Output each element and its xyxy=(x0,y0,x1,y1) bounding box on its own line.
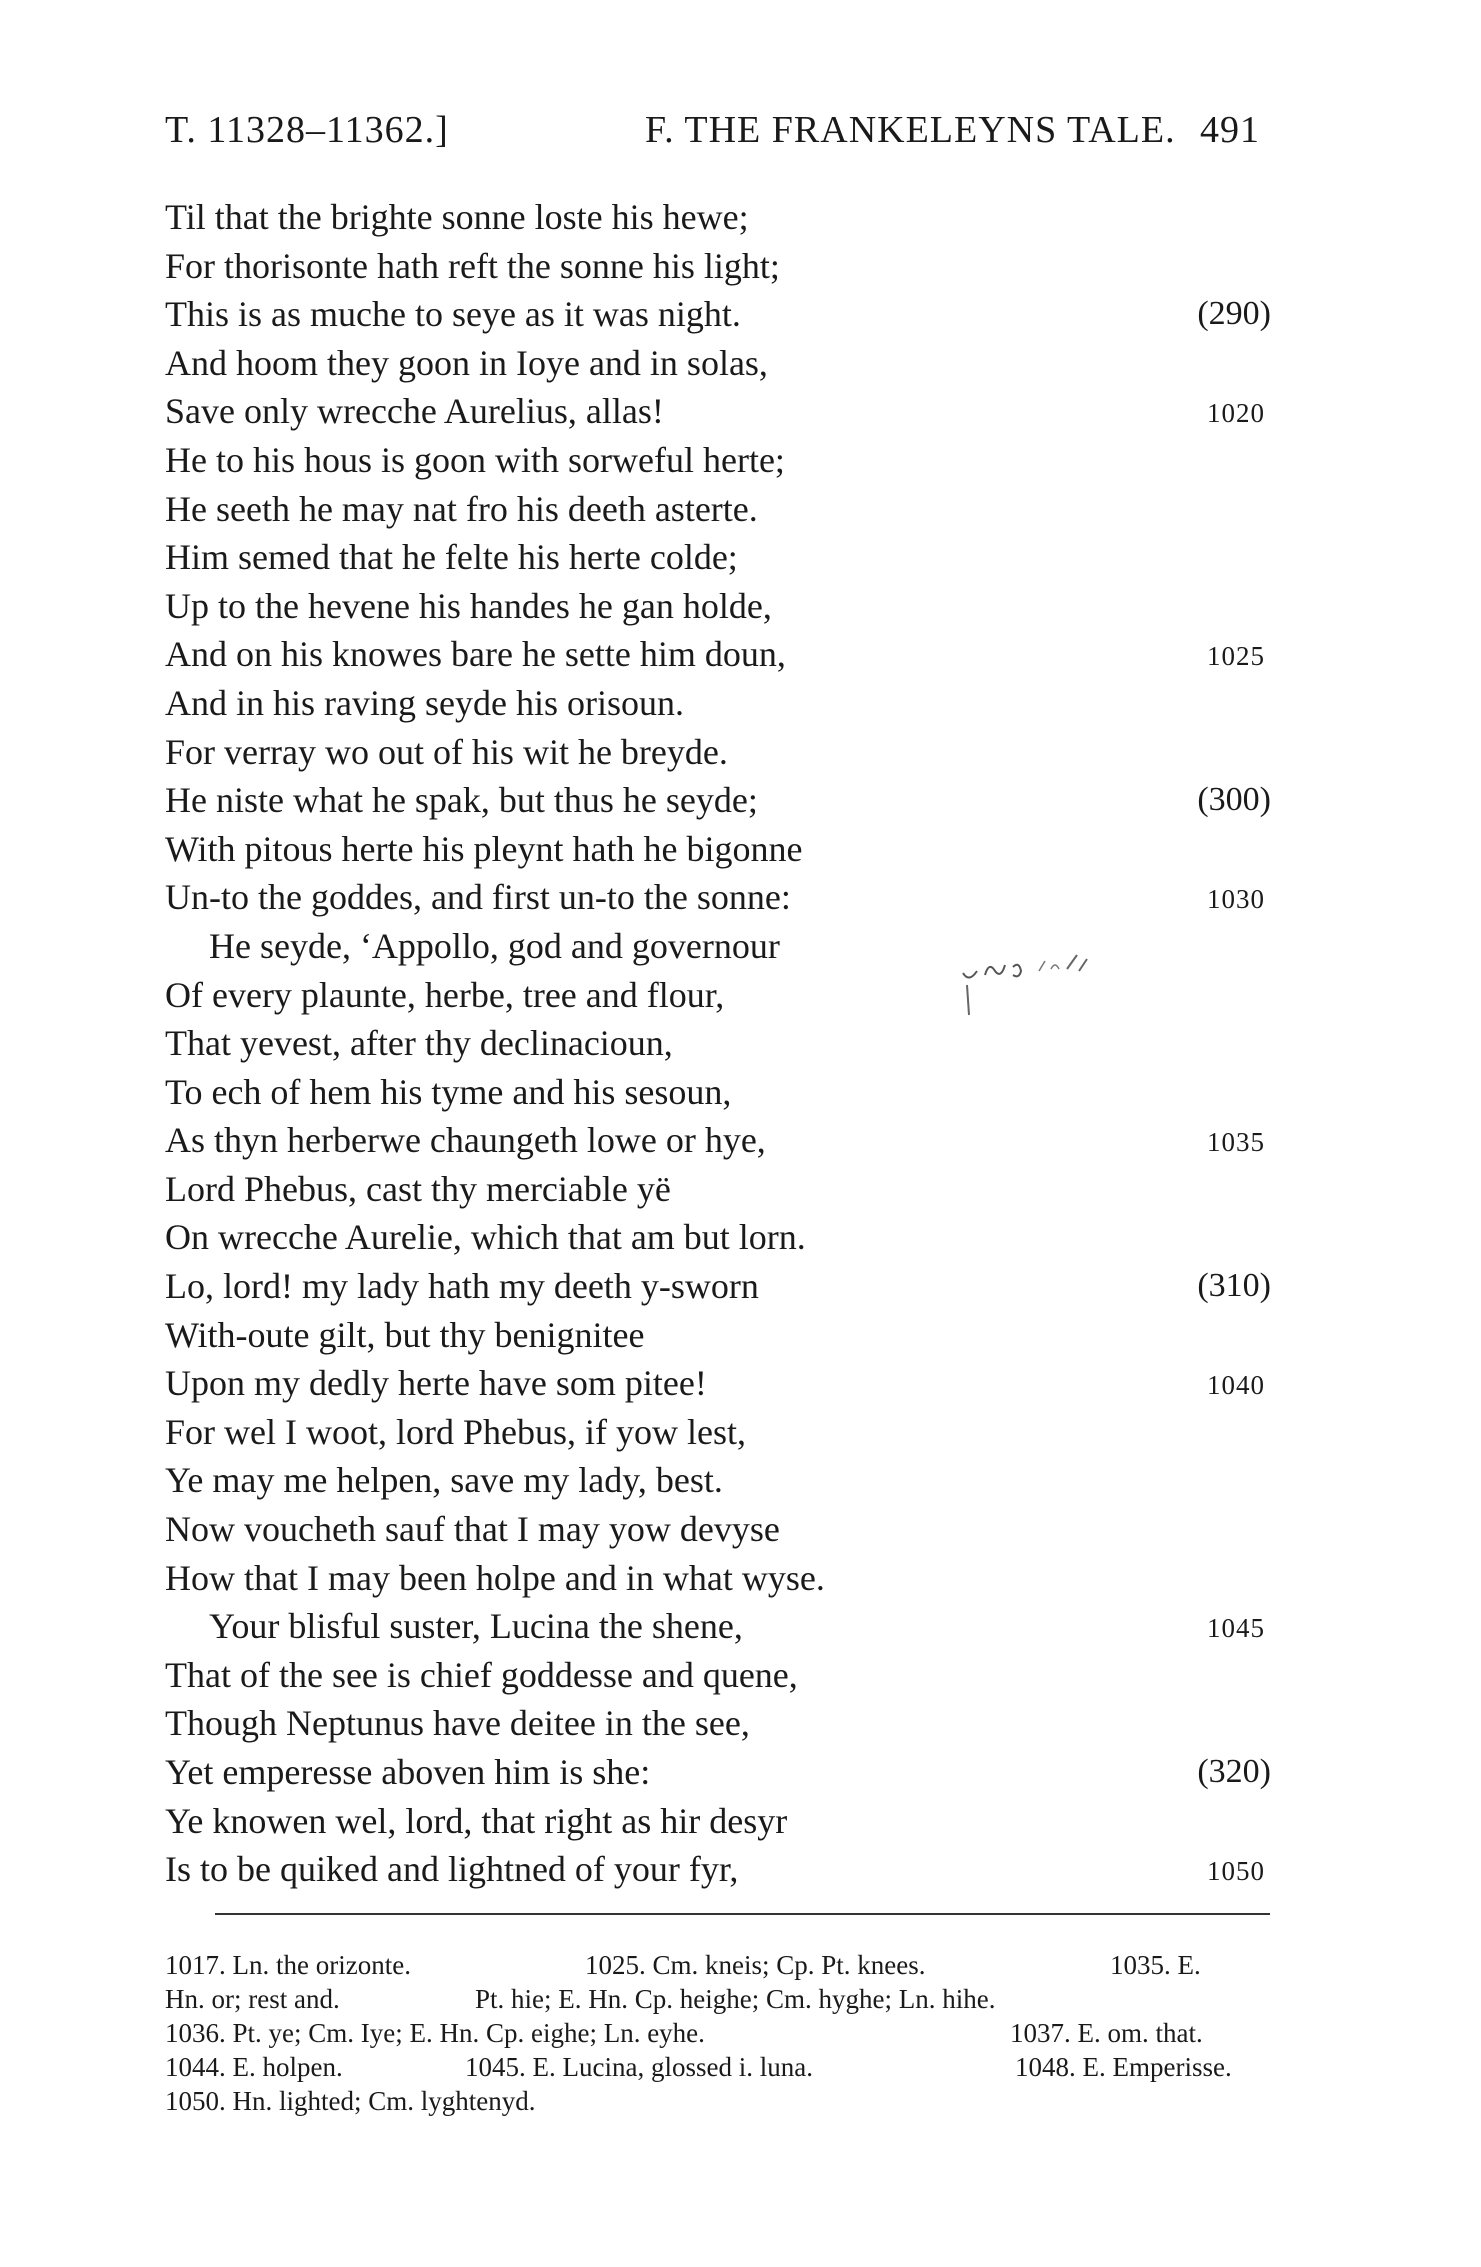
line-number: 1020 xyxy=(1207,398,1265,429)
poem-line-text: And in his raving seyde his orisoun. xyxy=(165,682,684,723)
poem-line xyxy=(165,1165,1265,1214)
note-entry: 1025. Cm. kneis; Cp. Pt. knees. xyxy=(585,1950,926,1980)
note-line xyxy=(165,2050,1270,2084)
note-entry: 1048. E. Emperisse. xyxy=(1015,2052,1232,2082)
note-entry: Pt. hie; E. Hn. Cp. heighe; Cm. hyghe; Ln. hihe. xyxy=(475,1984,996,2014)
page-number: 491 xyxy=(1200,109,1260,151)
note-line xyxy=(165,1982,1270,2016)
poem-line xyxy=(165,387,1265,436)
poem-line-text: Your blisful suster, Lucina the shene, xyxy=(209,1606,743,1647)
handwritten-marginalia xyxy=(955,945,1155,1035)
poem-line xyxy=(165,679,1265,728)
header-title: F. THE FRANKELEYNS TALE. xyxy=(645,109,1176,151)
line-number: 1025 xyxy=(1207,641,1265,672)
footnote-rule xyxy=(215,1913,1270,1915)
poem-line xyxy=(165,582,1265,631)
poem-line xyxy=(165,825,1265,874)
poem-line-text: This is as muche to seye as it was night. xyxy=(165,294,741,335)
poem-line-text: And hoom they goon in Ioye and in solas, xyxy=(165,342,768,383)
note-entry: 1017. Ln. the orizonte. xyxy=(165,1950,411,1980)
line-number: 1030 xyxy=(1207,884,1265,915)
line-number: 1035 xyxy=(1207,1127,1265,1158)
poem-line xyxy=(165,193,1265,242)
note-entry: 1044. E. holpen. xyxy=(165,2052,343,2082)
poem-line xyxy=(165,873,1265,922)
note-line xyxy=(165,1948,1270,1982)
poem-line-text: For thorisonte hath reft the sonne his light; xyxy=(165,245,780,286)
note-entry: Hn. or; rest and. xyxy=(165,1984,340,2014)
poem-line-text: Save only wrecche Aurelius, allas! xyxy=(165,391,664,432)
poem-line xyxy=(165,1068,1265,1117)
note-entry: 1037. E. om. that. xyxy=(1010,2018,1203,2048)
note-line xyxy=(165,2084,1270,2118)
poem-line xyxy=(165,1213,1265,1262)
poem-line-text: With pitous herte his pleynt hath he bigonne xyxy=(165,828,803,869)
poem-line-text: To ech of hem his tyme and his sesoun, xyxy=(165,1071,732,1112)
poem-line xyxy=(165,1116,1265,1165)
poem-line xyxy=(165,1748,1271,1797)
poem-line xyxy=(165,1359,1265,1408)
poem-line xyxy=(165,776,1271,825)
note-entry: 1036. Pt. ye; Cm. Iye; E. Hn. Cp. eighe; Ln. eyhe. xyxy=(165,2018,705,2048)
poem-line xyxy=(165,533,1265,582)
poem-line-text: And on his knowes bare he sette him doun, xyxy=(165,634,786,675)
poem-line-text: He niste what he spak, but thus he seyde; xyxy=(165,780,758,821)
poem-line xyxy=(165,242,1265,291)
poem-line-text: That yevest, after thy declinacioun, xyxy=(165,1023,673,1064)
poem-line-text: Is to be quiked and lightned of your fyr, xyxy=(165,1849,739,1890)
poem-line xyxy=(165,1699,1265,1748)
alt-line-number: (300) xyxy=(1197,781,1271,819)
poem-line-text: Up to the hevene his handes he gan holde, xyxy=(165,585,772,626)
poem-line-text: Though Neptunus have deitee in the see, xyxy=(165,1703,750,1744)
line-number: 1050 xyxy=(1207,1856,1265,1887)
poem-line xyxy=(165,339,1265,388)
note-entry: 1045. E. Lucina, glossed i. luna. xyxy=(465,2052,813,2082)
poem-line-text: Of every plaunte, herbe, tree and flour, xyxy=(165,974,725,1015)
poem-line-text: He to his hous is goon with sorweful herte; xyxy=(165,439,785,480)
poem-line-text: Un-to the goddes, and first un-to the sonne: xyxy=(165,877,791,918)
poem-text xyxy=(165,193,1271,1894)
poem-line-text: Ye may me helpen, save my lady, best. xyxy=(165,1460,723,1501)
poem-line-text: For verray wo out of his wit he breyde. xyxy=(165,731,728,772)
poem-line xyxy=(165,1311,1265,1360)
poem-line xyxy=(165,1651,1265,1700)
running-header xyxy=(165,108,1260,158)
poem-line xyxy=(165,485,1265,534)
poem-line-text: Til that the brighte sonne loste his hewe; xyxy=(165,197,749,237)
poem-line-text: On wrecche Aurelie, which that am but lorn. xyxy=(165,1217,806,1258)
poem-line-text: Lord Phebus, cast thy merciable yë xyxy=(165,1168,671,1209)
poem-line xyxy=(165,1505,1265,1554)
note-entry: 1050. Hn. lighted; Cm. lyghtenyd. xyxy=(165,2086,536,2116)
poem-line xyxy=(165,1845,1265,1894)
poem-line-text: As thyn herberwe chaungeth lowe or hye, xyxy=(165,1120,766,1161)
poem-line-text: Ye knowen wel, lord, that right as hir desyr xyxy=(165,1800,788,1841)
poem-line xyxy=(165,728,1265,777)
poem-line-text: How that I may been holpe and in what wyse. xyxy=(165,1557,825,1598)
poem-line-text: That of the see is chief goddesse and quene, xyxy=(165,1654,798,1695)
poem-line xyxy=(165,436,1265,485)
poem-line-text: He seyde, ‘Appollo, god and governour xyxy=(209,925,780,966)
line-number: 1040 xyxy=(1207,1370,1265,1401)
poem-line xyxy=(165,1408,1265,1457)
alt-line-number: (290) xyxy=(1197,295,1271,333)
poem-line-text: For wel I woot, lord Phebus, if yow lest, xyxy=(165,1411,746,1452)
textual-notes xyxy=(165,1948,1270,2118)
poem-line xyxy=(165,1554,1265,1603)
poem-line xyxy=(165,630,1265,679)
poem-line xyxy=(165,1262,1271,1311)
alt-line-number: (310) xyxy=(1197,1267,1271,1305)
poem-line-text: Lo, lord! my lady hath my deeth y-sworn xyxy=(165,1266,759,1307)
poem-line-text: He seeth he may nat fro his deeth asterte. xyxy=(165,488,758,529)
poem-line xyxy=(165,1797,1265,1846)
note-line xyxy=(165,2016,1270,2050)
header-line-range: T. 11328–11362.] xyxy=(165,109,449,151)
poem-line-text: Upon my dedly herte have som pitee! xyxy=(165,1363,707,1404)
poem-line xyxy=(165,290,1271,339)
alt-line-number: (320) xyxy=(1197,1753,1271,1790)
poem-line-text: Yet emperesse aboven him is she: xyxy=(165,1752,651,1792)
poem-line-text: With-oute gilt, but thy benignitee xyxy=(165,1314,645,1355)
poem-line xyxy=(165,1602,1265,1651)
poem-line xyxy=(165,1456,1265,1505)
line-number: 1045 xyxy=(1207,1613,1265,1644)
note-entry: 1035. E. xyxy=(1110,1950,1201,1980)
poem-line-text: Now voucheth sauf that I may yow devyse xyxy=(165,1509,780,1550)
poem-line-text: Him semed that he felte his herte colde; xyxy=(165,537,738,578)
